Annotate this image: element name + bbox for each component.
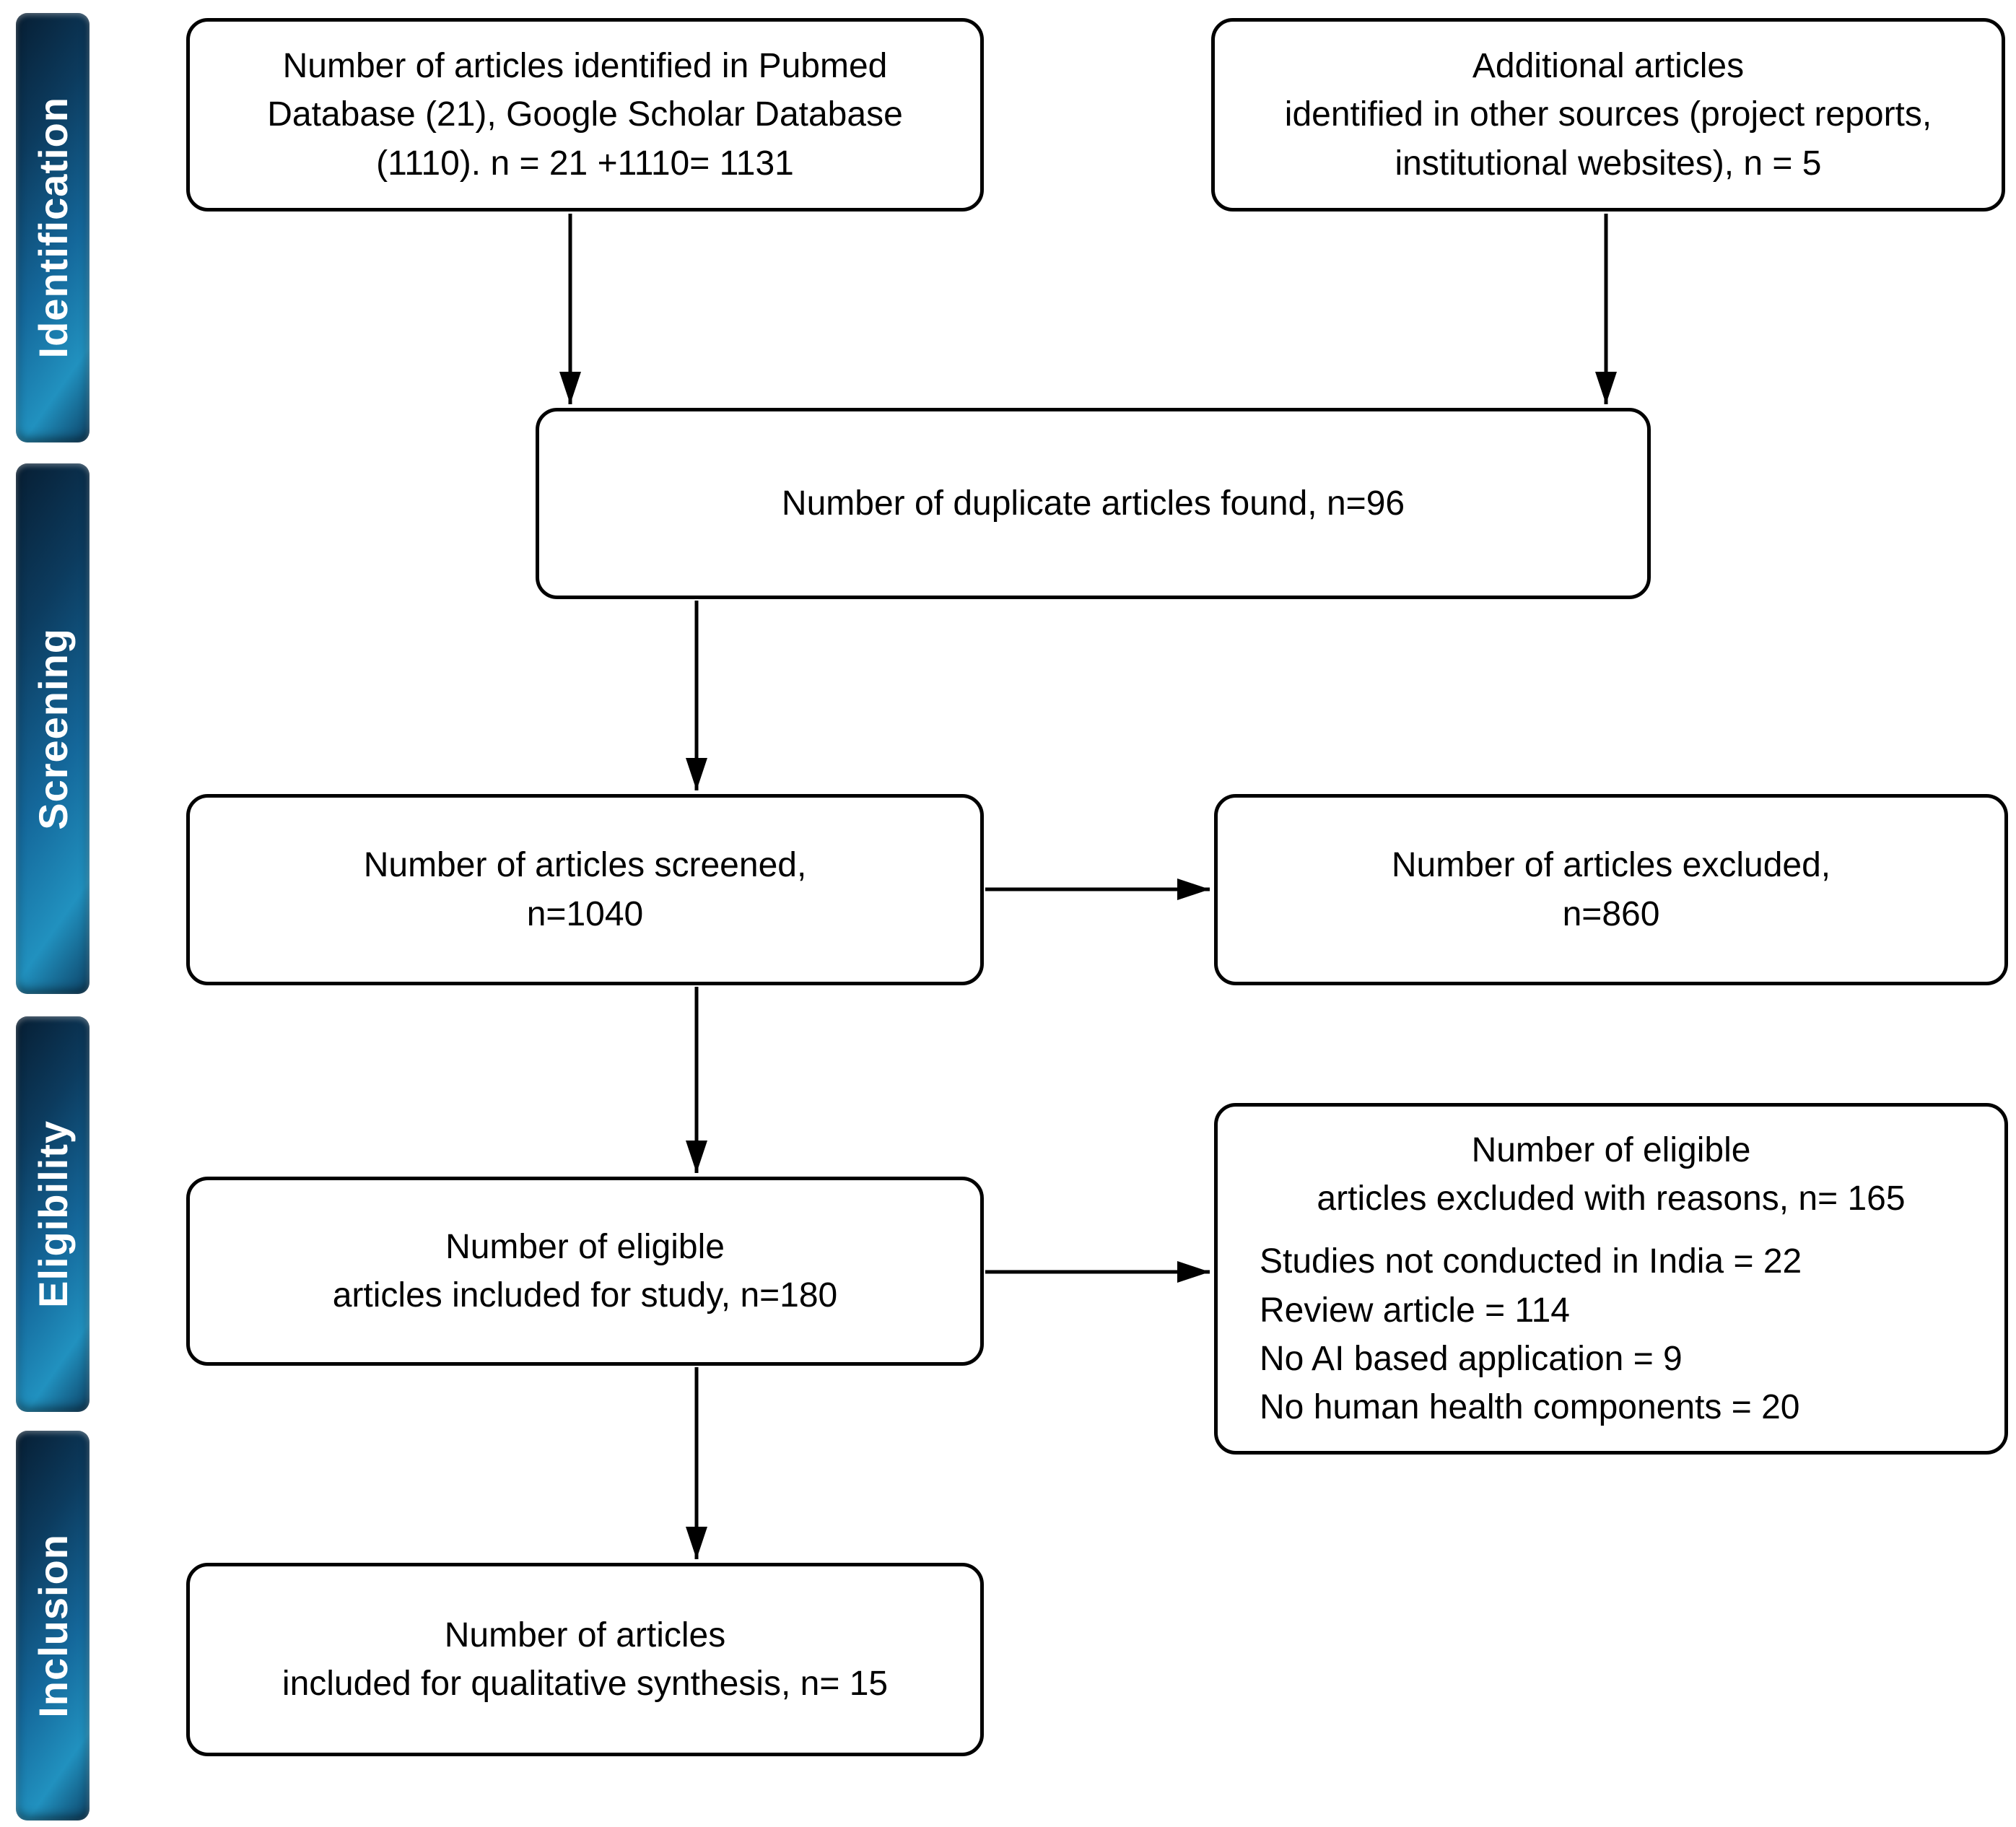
stage-screening bbox=[16, 463, 90, 994]
box-articles-excluded-line: Number of articles excluded, bbox=[1391, 846, 1831, 885]
box-articles-identified-line: Number of articles identified in Pubmed bbox=[282, 47, 888, 86]
box-articles-excluded-line: n=860 bbox=[1562, 894, 1660, 933]
exclusion-reason: Review article = 114 bbox=[1260, 1291, 1570, 1330]
box-articles-screened-line: Number of articles screened, bbox=[363, 846, 807, 885]
stage-eligibility-label: Eligibility bbox=[30, 1120, 76, 1308]
box-eligible-included-line: Number of eligible bbox=[445, 1227, 725, 1266]
box-articles-identified bbox=[186, 18, 984, 212]
box-additional-articles bbox=[1211, 18, 2005, 212]
box-eligible-included-line: articles included for study, n=180 bbox=[332, 1276, 838, 1314]
box-articles-identified-line: (1110). n = 21 +1110= 1131 bbox=[376, 144, 794, 183]
box-eligible-excluded-reasons bbox=[1214, 1103, 2008, 1455]
stage-eligibility bbox=[16, 1016, 90, 1412]
box-eligible-excluded-heading bbox=[1239, 1126, 1983, 1223]
box-articles-excluded bbox=[1214, 794, 2008, 985]
box-eligible-included bbox=[186, 1177, 984, 1366]
box-additional-articles-line: institutional websites), n = 5 bbox=[1395, 144, 1822, 183]
box-qualitative-synthesis bbox=[186, 1563, 984, 1756]
box-additional-articles-line: identified in other sources (project reports, bbox=[1284, 95, 1932, 134]
stage-identification bbox=[16, 13, 90, 442]
box-articles-identified-line: Database (21), Google Scholar Database bbox=[267, 95, 903, 134]
box-articles-screened bbox=[186, 794, 984, 985]
box-additional-articles-line: Additional articles bbox=[1472, 47, 1745, 86]
stage-inclusion bbox=[16, 1431, 90, 1821]
stage-inclusion-label: Inclusion bbox=[30, 1533, 76, 1718]
box-duplicates-found-line: Number of duplicate articles found, n=96 bbox=[781, 484, 1405, 523]
box-eligible-excluded-heading-line: articles excluded with reasons, n= 165 bbox=[1317, 1180, 1906, 1218]
stage-screening-label: Screening bbox=[30, 627, 76, 830]
box-qualitative-synthesis-line: included for qualitative synthesis, n= 15 bbox=[282, 1665, 889, 1703]
box-duplicates-found bbox=[536, 408, 1651, 599]
box-eligible-excluded-reason-list bbox=[1239, 1237, 1983, 1431]
exclusion-reason: No human health components = 20 bbox=[1260, 1387, 1800, 1426]
box-eligible-excluded-heading-line: Number of eligible bbox=[1471, 1130, 1751, 1169]
exclusion-reason: Studies not conducted in India = 22 bbox=[1260, 1242, 1802, 1281]
box-qualitative-synthesis-line: Number of articles bbox=[444, 1615, 726, 1654]
stage-identification-label: Identification bbox=[30, 97, 76, 359]
box-articles-screened-line: n=1040 bbox=[526, 894, 644, 933]
exclusion-reason: No AI based application = 9 bbox=[1260, 1339, 1683, 1378]
